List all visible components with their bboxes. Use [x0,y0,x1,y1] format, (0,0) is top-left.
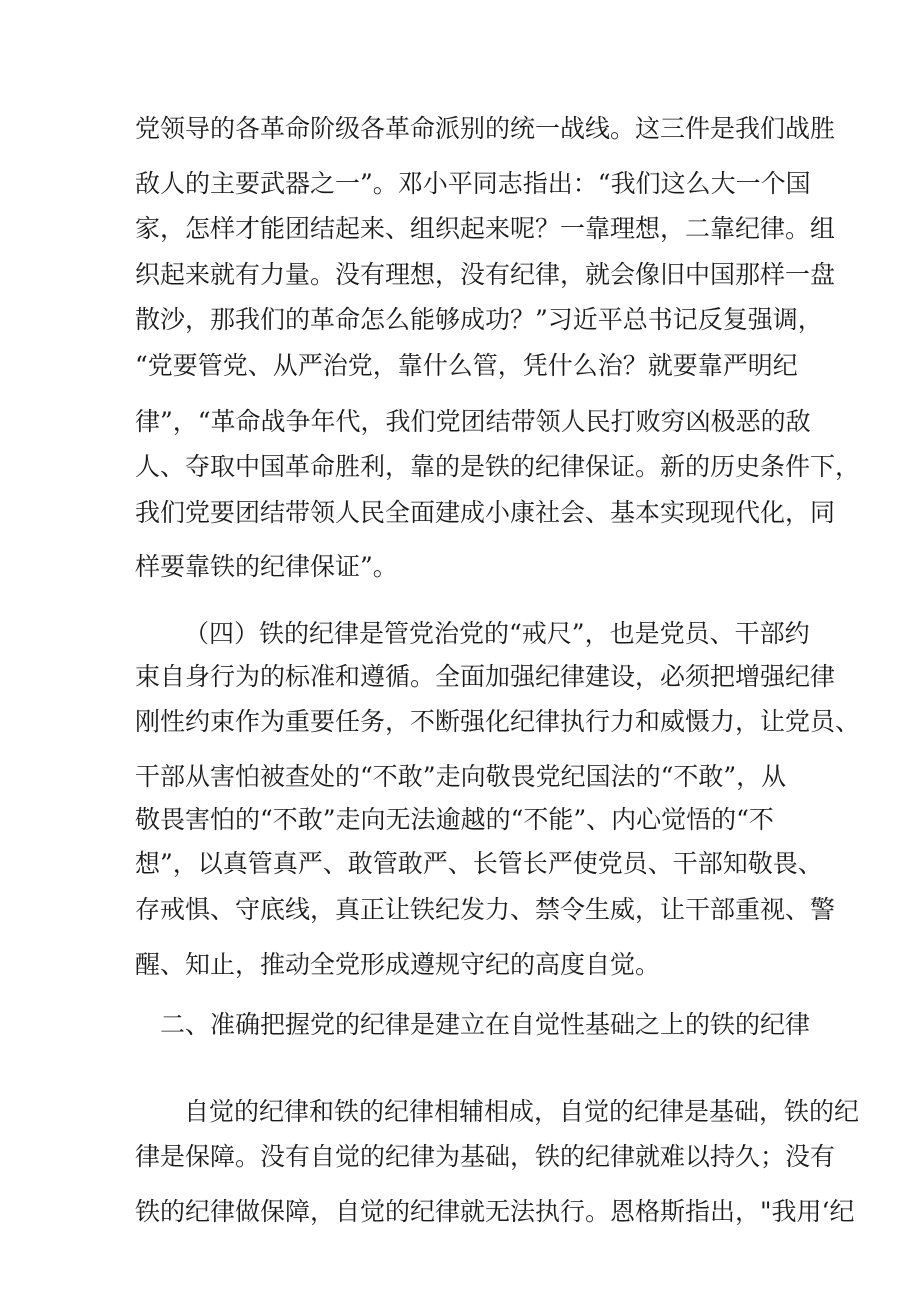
paragraph-line: 织起来就有力量。没有理想，没有纪律，就会像旧中国那样一盘 [135,260,836,289]
paragraph-line: 干部从害怕被查处的“不敢”走向敬畏党纪国法的“不敢”，从 [135,762,787,791]
paragraph-line: 家，怎样才能团结起来、组织起来呢？一靠理想，二靠纪律。组 [135,214,836,243]
paragraph-line: 我们党要团结带领人民全面建成小康社会、基本实现现代化，同 [135,498,836,527]
paragraph-line: 存戒惧、守底线，真正让铁纪发力、禁令生威，让干部重视、警 [135,895,836,924]
paragraph-line: 散沙，那我们的革命怎么能够成功？”习近平总书记反复强调， [135,305,823,334]
paragraph-line: 自觉的纪律和铁的纪律相辅相成，自觉的纪律是基础，铁的纪 [184,1097,860,1126]
paragraph-line: 人、夺取中国革命胜利，靠的是铁的纪律保证。新的历史条件下， [135,452,861,481]
paragraph-line: 刚性约束作为重要任务，不断强化纪律执行力和威慑力，让党员、 [135,707,861,736]
paragraph-line: 敬畏害怕的“不敢”走向无法逾越的“不能”、内心觉悟的“不 [135,805,774,834]
paragraph-line: 敌人的主要武器之一”。邓小平同志指出：“我们这么大一个国 [135,169,811,198]
paragraph-line: 律是保障。没有自觉的纪律为基础，铁的纪律就难以持久；没有 [135,1142,836,1171]
paragraph-line: 律”，“革命战争年代，我们党团结带领人民打败穷凶极恶的敌 [135,407,811,436]
paragraph-line: 束自身行为的标准和遵循。全面加强纪律建设，必须把增强纪律 [135,662,836,691]
paragraph-line: 铁的纪律做保障，自觉的纪律就无法执行。恩格斯指出，"我用‘纪 [135,1197,855,1226]
paragraph-line: 想”，以真管真严、敢管敢严、长管长严使党员、干部知敬畏、 [135,849,823,878]
paragraph-line: “党要管党、从严治党，靠什么管，凭什么治？就要靠严明纪 [135,351,798,380]
paragraph-line: 党领导的各革命阶级各革命派别的统一战线。这三件是我们战胜 [135,114,836,143]
paragraph-line: （四）铁的纪律是管党治党的“戒尺”，也是党员、干部约 [184,619,810,648]
paragraph-line: 样要靠铁的纪律保证”。 [135,552,398,581]
paragraph-line: 醒、知止，推动全党形成遵规守纪的高度自觉。 [135,950,661,979]
section-heading: 二、准确把握党的纪律是建立在自觉性基础之上的铁的纪律 [160,1010,811,1039]
